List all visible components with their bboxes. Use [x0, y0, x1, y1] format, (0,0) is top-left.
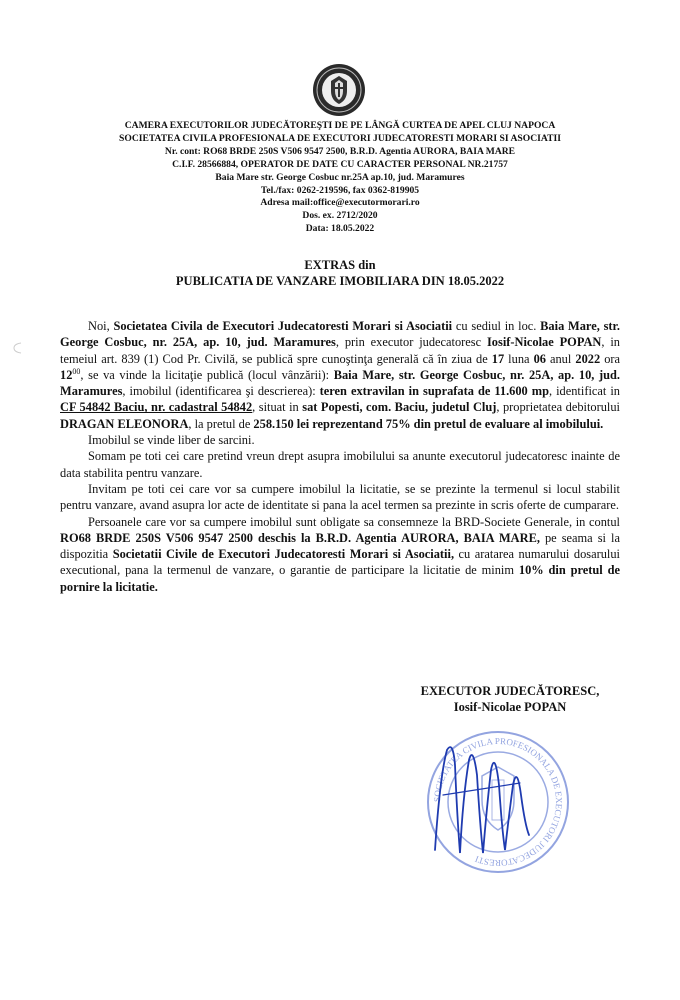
title-line-2: PUBLICATIA DE VANZARE IMOBILIARA DIN 18.05.2022 [175, 274, 505, 288]
margin-mark [12, 341, 24, 355]
bank-account: Nr. cont: RO68 BRDE 250S V506 9547 2500, B.R.D. Agentia AURORA, BAIA MARE [164, 145, 516, 157]
paragraph-sale-notice: Noi, Societatea Civila de Executori Judecatoresti Morari si Asociatii cu sediul in loc. Baia Mare, str. George Cosbuc, nr. 25A, ap. 10, jud. Maramures, prin executor judecatoresc Iosif-Nicolae POPAN, in temeiul art. 839 (1) Cod Pr. Civilă, se publică spre cunoştinţa generală că în ziua de 17 luna 06 anul 2022 ora $12^{00}$, se va vinde la licitaţie publică (locul vânzării): Baia Mare, str. George Cosbuc, nr. 25A, ap. 10, jud. Maramures, imobilul (identificarea şi descrierea): teren extravilan in suprafata de 11.600 mp, identificat in CF 54842 Baciu, nr. cadastral 54842, situat in sat Popesti, com. Baciu, judetul Cluj, proprietatea debitorului DRAGAN ELEONORA, la pretul de 258.150 lei reprezentand 75% din pretul de evaluare al imobilului. [60, 319, 621, 431]
signature-block [380, 683, 640, 715]
phone-fax: Tel./fax: 0262-219596, fax 0362-819905 [260, 184, 420, 196]
chamber-name: CAMERA EXECUTORILOR JUDECĂTOREŞTI DE PE LÂNGĂ CURTEA DE APEL CLUJ NAPOCA [124, 120, 556, 131]
letterhead [40, 120, 640, 236]
paragraph-guarantee: Persoanele care vor sa cumpere imobilul sunt obligate sa consemneze la BRD-Societe Generale, in contul RO68 BRDE 250S V506 9547 2500 deschis la B.R.D. Agentia AURORA, BAIA MARE, pe seama si la dispozitia Societatii Civile de Executori Judecatoresti Morari si Asociatii, cu aratarea numarului dosarului executional, pana la termenul de vanzare, o garantie de participare la licitatie de minim 10% din pretul de pornire la licitatie. [60, 514, 620, 594]
paragraph-summons: Somam pe toti cei care pretind vreun drept asupra imobilului sa anunte executorul judecatoresc inainte de data stabilita pentru vanzare. [60, 449, 620, 480]
document-title [40, 257, 640, 289]
signer-name: Iosif-Nicolae POPAN [453, 700, 567, 714]
fiscal-code: C.I.F. 28566884, OPERATOR DE DATE CU CARACTER PERSONAL NR.21757 [172, 158, 508, 170]
document-date: Data: 18.05.2022 [305, 223, 375, 235]
paragraph-no-encumbrances: Imobilul se vinde liber de sarcini. [88, 433, 255, 448]
file-number: Dos. ex. 2712/2020 [302, 210, 378, 222]
signer-title: EXECUTOR JUDECĂTORESC, [420, 684, 600, 698]
coat-of-arms-emblem [311, 62, 367, 118]
svg-text:SOCIETATEA CIVILA PROFESIONALA: SOCIETATEA CIVILA PROFESIONALA DE EXECUTORI JUDECATORESTI [431, 735, 565, 869]
handwritten-signature [425, 735, 535, 860]
address: Baia Mare str. George Cosbuc nr.25A ap.10, jud. Maramures [215, 171, 465, 183]
paragraph-invitation: Invitam pe toti cei care vor sa cumpere imobilul la licitatie, se se prezinte la termenul si locul stabilit pentru vanzare, avand asupra lor acte de identitate si pana la acel termen sa prezinte in scris oferte de cumparare. [60, 481, 620, 513]
document-body [60, 318, 620, 595]
company-name: SOCIETATEA CIVILA PROFESIONALA DE EXECUTORI JUDECATORESTI MORARI SI ASOCIATII [119, 132, 561, 144]
title-line-1: EXTRAS din [304, 258, 376, 272]
email: Adresa mail:office@executormorari.ro [260, 197, 420, 209]
